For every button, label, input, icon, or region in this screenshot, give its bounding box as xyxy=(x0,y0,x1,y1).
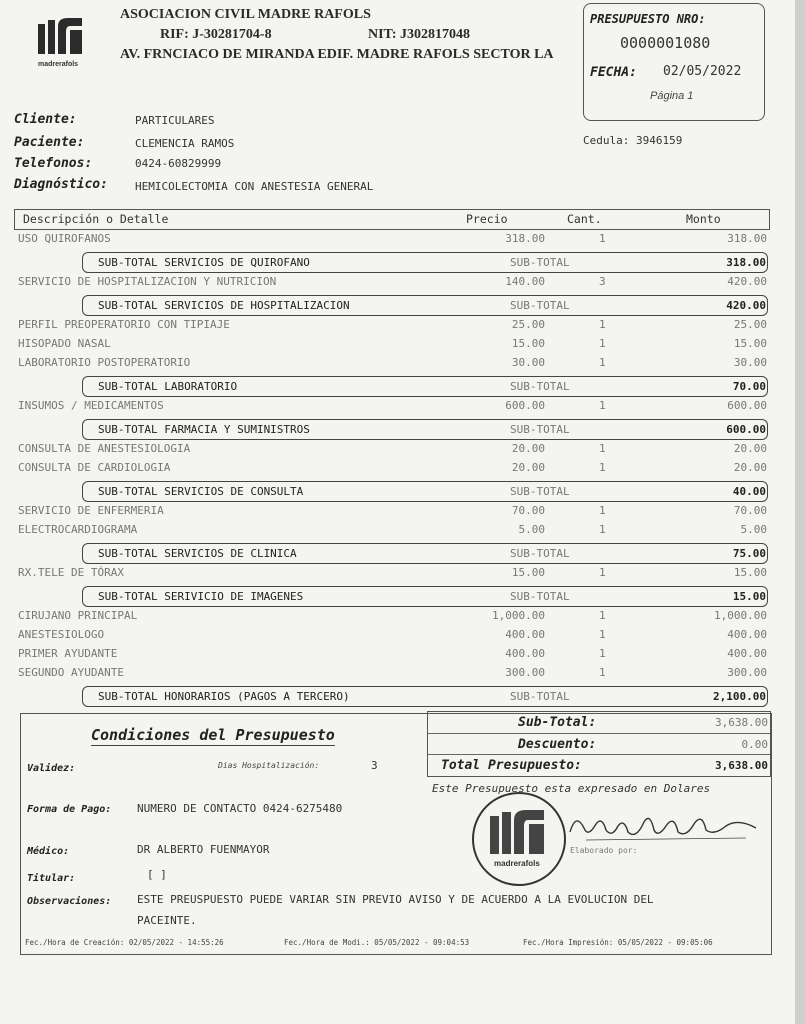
client-label: Cliente: xyxy=(14,112,77,127)
phone-label: Telefonos: xyxy=(14,156,93,171)
page-number: Página 1 xyxy=(650,90,694,102)
subtotal-name: SUB-TOTAL SERIVICIO DE IMAGENES xyxy=(98,590,304,603)
subtotal-tag: SUB-TOTAL xyxy=(510,485,570,498)
table-row xyxy=(0,609,795,625)
item-amount: 15.00 xyxy=(733,566,767,579)
table-row xyxy=(0,628,795,644)
subtotal-row xyxy=(82,295,768,316)
item-description: CONSULTA DE ANESTESIOLOGIA xyxy=(18,442,191,455)
diagnosis-label: Diagnóstico: xyxy=(14,177,108,192)
subtotal-tag: SUB-TOTAL xyxy=(510,380,570,393)
item-qty: 1 xyxy=(599,442,606,455)
item-qty: 1 xyxy=(599,609,606,622)
table-header xyxy=(14,209,770,230)
item-price: 70.00 xyxy=(511,504,545,517)
item-qty: 3 xyxy=(599,275,606,288)
org-name: ASOCIACION CIVIL MADRE RAFOLS xyxy=(120,7,371,22)
table-row xyxy=(0,275,795,291)
item-description: RX.TELE DE TÓRAX xyxy=(18,566,124,579)
item-qty: 1 xyxy=(599,318,606,331)
item-price: 20.00 xyxy=(511,442,545,455)
org-rif: RIF: J-30281704-8 xyxy=(160,27,272,42)
item-price: 140.00 xyxy=(505,275,545,288)
item-amount: 400.00 xyxy=(727,647,767,660)
totals-box xyxy=(427,711,771,777)
prepared-by-label: Elaborado por: xyxy=(570,846,638,855)
subtotal-name: SUB-TOTAL FARMACIA Y SUMINISTROS xyxy=(98,423,310,436)
item-amount: 20.00 xyxy=(733,461,767,474)
item-amount: 420.00 xyxy=(727,275,767,288)
item-description: HISOPADO NASAL xyxy=(18,337,111,350)
table-row xyxy=(0,399,795,415)
item-description: CONSULTA DE CARDIOLOGIA xyxy=(18,461,171,474)
svg-text:madrerafols: madrerafols xyxy=(494,859,540,868)
item-qty: 1 xyxy=(599,504,606,517)
subtotal-row xyxy=(82,586,768,607)
item-qty: 1 xyxy=(599,566,606,579)
subtotal-name: SUB-TOTAL LABORATORIO xyxy=(98,380,238,393)
item-description: PERFIL PREOPERATORIO CON TIPIAJE xyxy=(18,318,230,331)
item-qty: 1 xyxy=(599,399,606,412)
item-price: 5.00 xyxy=(518,523,545,536)
col-qty: Cant. xyxy=(567,212,602,226)
patient-label: Paciente: xyxy=(14,135,85,150)
item-price: 1,000.00 xyxy=(492,609,545,622)
item-qty: 1 xyxy=(599,232,606,245)
subtotal-name: SUB-TOTAL SERVICIOS DE HOSPITALIZACION xyxy=(98,299,350,312)
item-description: SERVICIO DE ENFERMERIA xyxy=(18,504,164,517)
conditions-title: Condiciones del Presupuesto xyxy=(91,726,335,744)
subtotal-tag: SUB-TOTAL xyxy=(510,590,570,603)
table-row xyxy=(0,232,795,248)
org-address: AV. FRNCIACO DE MIRANDA EDIF. MADRE RAFOLS SECTOR LA xyxy=(120,47,554,62)
item-price: 400.00 xyxy=(505,647,545,660)
total-value: 3,638.00 xyxy=(715,759,768,772)
col-description: Descripción o Detalle xyxy=(23,212,169,226)
item-qty: 1 xyxy=(599,356,606,369)
item-amount: 5.00 xyxy=(740,523,767,536)
subtotal-amount: 70.00 xyxy=(732,380,766,393)
notes-line-1: ESTE PREUSPUESTO PUEDE VARIAR SIN PREVIO AVISO Y DE ACUERDO A LA EVOLUCION DEL xyxy=(137,893,654,906)
table-row xyxy=(0,666,795,682)
table-row xyxy=(0,461,795,477)
item-amount: 15.00 xyxy=(733,337,767,350)
item-price: 318.00 xyxy=(505,232,545,245)
subtotal-row xyxy=(82,376,768,397)
hosp-days-label: Dias Hospitalización: xyxy=(218,761,320,770)
subtotal-tag: SUB-TOTAL xyxy=(510,423,570,436)
item-qty: 1 xyxy=(599,337,606,350)
organization-stamp xyxy=(472,792,566,886)
notes-line-2: PACEINTE. xyxy=(137,914,197,927)
item-amount: 20.00 xyxy=(733,442,767,455)
patient-cedula: Cedula: 3946159 xyxy=(583,134,683,147)
subtotal-tag: SUB-TOTAL xyxy=(510,690,570,703)
subtotal-row xyxy=(82,419,768,440)
item-qty: 1 xyxy=(599,647,606,660)
item-amount: 400.00 xyxy=(727,628,767,641)
table-row xyxy=(0,566,795,582)
item-amount: 70.00 xyxy=(733,504,767,517)
item-price: 600.00 xyxy=(505,399,545,412)
total-label: Total Presupuesto: xyxy=(441,758,582,773)
table-row xyxy=(0,442,795,458)
item-amount: 318.00 xyxy=(727,232,767,245)
item-amount: 600.00 xyxy=(727,399,767,412)
item-description: CIRUJANO PRINCIPAL xyxy=(18,609,138,622)
subtotal-name: SUB-TOTAL SERVICIOS DE QUIROFANO xyxy=(98,256,310,269)
currency-note: Este Presupuesto esta expresado en Dolares xyxy=(432,782,711,795)
validity-label: Validez: xyxy=(27,763,76,774)
item-description: SEGUNDO AYUDANTE xyxy=(18,666,124,679)
item-price: 15.00 xyxy=(511,566,545,579)
subtotal-tag: SUB-TOTAL xyxy=(510,299,570,312)
subtotal-row xyxy=(82,252,768,273)
item-description: USO QUIROFANOS xyxy=(18,232,111,245)
svg-text:madrerafols: madrerafols xyxy=(38,61,79,68)
table-row xyxy=(0,337,795,353)
item-qty: 1 xyxy=(599,666,606,679)
item-amount: 25.00 xyxy=(733,318,767,331)
subtotal-amount: 318.00 xyxy=(726,256,766,269)
item-qty: 1 xyxy=(599,523,606,536)
item-description: SERVICIO DE HOSPITALIZACION Y NUTRICION xyxy=(18,275,277,288)
holder-label: Titular: xyxy=(27,873,76,884)
client-value: PARTICULARES xyxy=(135,114,215,127)
subtotal-row xyxy=(82,481,768,502)
modified-timestamp: Fec./Hora de Modi.: 05/05/2022 - 09:04:53 xyxy=(284,938,470,947)
patient-value: CLEMENCIA RAMOS xyxy=(135,137,235,150)
subtotal-name: SUB-TOTAL SERVICIOS DE CONSULTA xyxy=(98,485,304,498)
stamp-logo xyxy=(474,794,564,884)
doctor-value: DR ALBERTO FUENMAYOR xyxy=(137,843,270,856)
subtotal-value: 3,638.00 xyxy=(715,716,768,729)
payment-value: NUMERO DE CONTACTO 0424-6275480 xyxy=(137,802,343,815)
item-price: 30.00 xyxy=(511,356,545,369)
table-row xyxy=(0,356,795,372)
item-price: 25.00 xyxy=(511,318,545,331)
discount-label: Descuento: xyxy=(518,737,597,752)
item-description: ELECTROCARDIOGRAMA xyxy=(18,523,138,536)
org-nit: NIT: J302817048 xyxy=(368,27,471,42)
subtotal-name: SUB-TOTAL SERVICIOS DE CLINICA xyxy=(98,547,297,560)
subtotal-row xyxy=(82,686,768,707)
col-price: Precio xyxy=(466,212,508,226)
item-qty: 1 xyxy=(599,628,606,641)
budget-date: 02/05/2022 xyxy=(663,64,742,79)
printed-timestamp: Fec./Hora Impresión: 05/05/2022 - 09:05:06 xyxy=(523,938,713,947)
item-amount: 1,000.00 xyxy=(714,609,767,622)
madre-rafols-logo xyxy=(36,16,88,68)
subtotal-amount: 15.00 xyxy=(732,590,766,603)
discount-value: 0.00 xyxy=(741,738,768,751)
subtotal-amount: 2,100.00 xyxy=(713,690,766,703)
payment-label: Forma de Pago: xyxy=(27,804,112,815)
budget-number-label: PRESUPUESTO NRO: xyxy=(590,12,706,26)
diagnosis-value: HEMICOLECTOMIA CON ANESTESIA GENERAL xyxy=(135,180,374,193)
item-price: 400.00 xyxy=(505,628,545,641)
table-row xyxy=(0,647,795,663)
subtotal-name: SUB-TOTAL HONORARIOS (PAGOS A TERCERO) xyxy=(98,690,350,703)
item-amount: 30.00 xyxy=(733,356,767,369)
subtotal-amount: 75.00 xyxy=(732,547,766,560)
subtotal-row xyxy=(82,543,768,564)
item-description: INSUMOS / MEDICAMENTOS xyxy=(18,399,164,412)
budget-number: 0000001080 xyxy=(620,34,711,52)
phone-value: 0424-60829999 xyxy=(135,157,222,170)
created-timestamp: Fec./Hora de Creación: 02/05/2022 - 14:55:26 xyxy=(25,938,224,947)
holder-value: [ ] xyxy=(147,868,167,881)
item-qty: 1 xyxy=(599,461,606,474)
subtotal-amount: 40.00 xyxy=(732,485,766,498)
table-row xyxy=(0,318,795,334)
item-price: 20.00 xyxy=(511,461,545,474)
subtotal-tag: SUB-TOTAL xyxy=(510,547,570,560)
signature xyxy=(566,808,766,848)
item-amount: 300.00 xyxy=(727,666,767,679)
col-amount: Monto xyxy=(686,212,721,226)
table-row xyxy=(0,523,795,539)
item-price: 300.00 xyxy=(505,666,545,679)
budget-number-box xyxy=(583,3,765,121)
subtotal-label: Sub-Total: xyxy=(518,715,597,730)
hosp-days-value: 3 xyxy=(371,759,378,772)
notes-label: Observaciones: xyxy=(27,896,112,907)
subtotal-amount: 600.00 xyxy=(726,423,766,436)
item-description: LABORATORIO POSTOPERATORIO xyxy=(18,356,191,369)
item-description: PRIMER AYUDANTE xyxy=(18,647,118,660)
item-description: ANESTESIOLOGO xyxy=(18,628,105,641)
item-price: 15.00 xyxy=(511,337,545,350)
doctor-label: Médico: xyxy=(27,846,70,857)
subtotal-amount: 420.00 xyxy=(726,299,766,312)
table-row xyxy=(0,504,795,520)
budget-date-label: FECHA: xyxy=(590,65,637,80)
subtotal-tag: SUB-TOTAL xyxy=(510,256,570,269)
